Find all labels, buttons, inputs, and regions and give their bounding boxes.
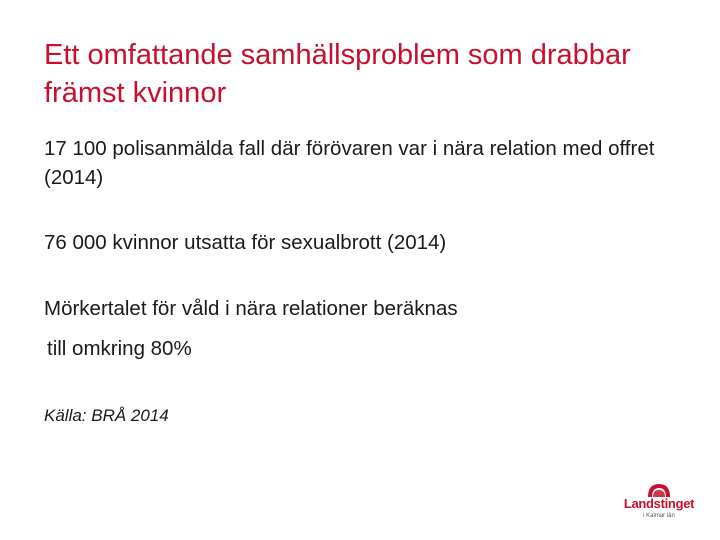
paragraph-reported-cases: 17 100 polisanmälda fall där förövaren var i nära relation med offret (2014) — [44, 137, 655, 189]
paragraph-sexual-offences: 76 000 kvinnor utsatta för sexualbrott (2014) — [44, 231, 447, 254]
logo-subtitle: i Kalmar län — [643, 513, 675, 519]
landstinget-logo — [622, 482, 696, 526]
paragraph-dark-figure-percent: till omkring 80% — [47, 337, 192, 360]
slide-title: Ett omfattande samhällsproblem som drabbar främst kvinnor — [44, 39, 631, 109]
source-citation: Källa: BRÅ 2014 — [44, 406, 169, 425]
paragraph-dark-figure: Mörkertalet för våld i nära relationer beräknas — [44, 297, 458, 320]
logo-name: Landstinget — [623, 496, 695, 511]
